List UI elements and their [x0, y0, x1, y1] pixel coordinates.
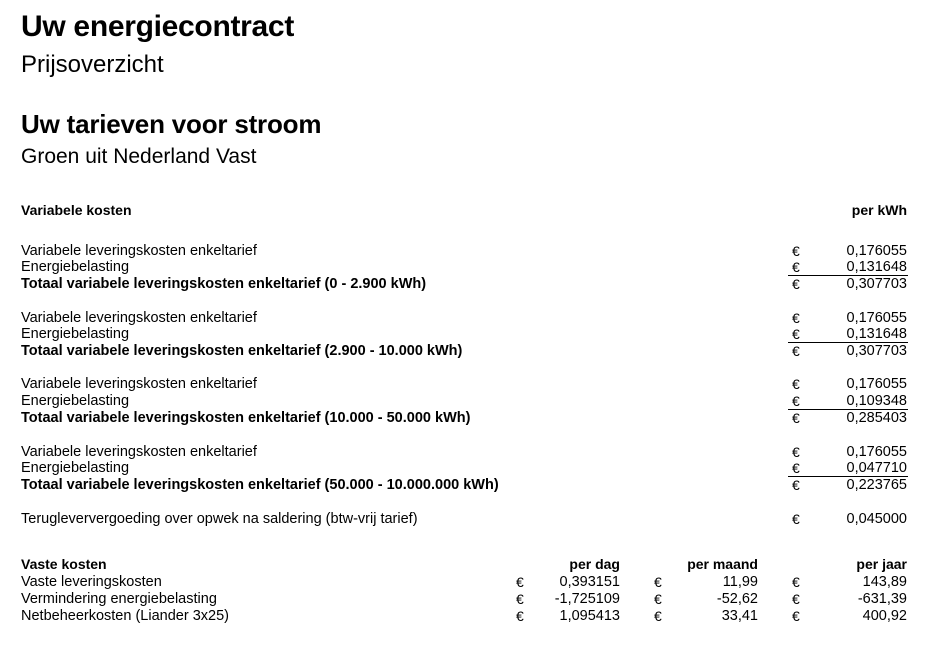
euro-sign: € [792, 276, 800, 292]
per-maand-value: 11,99 [722, 574, 758, 590]
row-total-label: Totaal variabele leveringskosten enkeltarief (10.000 - 50.000 kWh) [21, 410, 471, 426]
euro-sign: € [516, 574, 524, 590]
per-jaar-value: 143,89 [862, 574, 907, 590]
euro-sign: € [792, 410, 800, 426]
row-total-label: Totaal variabele leveringskosten enkeltarief (50.000 - 10.000.000 kWh) [21, 477, 499, 493]
row-label: Vermindering energiebelasting [21, 591, 217, 607]
row-label: Vaste leveringskosten [21, 574, 162, 590]
row-value: 0,176055 [846, 376, 907, 392]
euro-sign: € [792, 326, 800, 342]
per-dag-heading: per dag [569, 556, 620, 572]
euro-sign: € [654, 608, 662, 624]
euro-sign: € [792, 310, 800, 326]
euro-sign: € [792, 376, 800, 392]
per-jaar-value: 400,92 [862, 608, 907, 624]
row-label: Energiebelasting [21, 393, 130, 409]
per-maand-heading: per maand [687, 556, 758, 572]
per-maand-value: 33,41 [721, 608, 758, 624]
feedin-value: 0,045000 [846, 511, 907, 527]
row-value: 0,176055 [846, 444, 907, 460]
per-maand-value: -52,62 [716, 591, 758, 607]
euro-sign: € [792, 343, 800, 359]
euro-sign: € [516, 591, 524, 607]
euro-sign: € [792, 259, 800, 275]
euro-sign: € [792, 444, 800, 460]
row-label: Energiebelasting [21, 460, 130, 476]
euro-sign: € [792, 574, 800, 590]
row-label: Energiebelasting [21, 259, 130, 275]
euro-sign: € [516, 608, 524, 624]
per-dag-value: 1,095413 [559, 608, 620, 624]
euro-sign: € [792, 477, 800, 493]
row-label: Variabele leveringskosten enkeltarief [21, 243, 257, 259]
euro-sign: € [792, 243, 800, 259]
euro-sign: € [792, 511, 800, 527]
row-label: Variabele leveringskosten enkeltarief [21, 376, 257, 392]
row-value: 0,131648 [846, 259, 907, 275]
row-total-value: 0,307703 [846, 276, 907, 292]
feedin-label: Terugleververgoeding over opwek na saldering (btw-vrij tarief) [21, 511, 418, 527]
per-jaar-heading: per jaar [856, 556, 907, 572]
product-name: Groen uit Nederland Vast [21, 145, 257, 168]
row-total-value: 0,223765 [846, 477, 907, 493]
stroom-title: Uw tarieven voor stroom [21, 109, 322, 139]
euro-sign: € [792, 608, 800, 624]
euro-sign: € [792, 591, 800, 607]
row-total-value: 0,307703 [846, 343, 907, 359]
variabele-kosten-heading: Variabele kosten [21, 202, 132, 218]
page-subtitle: Prijsoverzicht [21, 51, 164, 78]
euro-sign: € [792, 460, 800, 476]
per-jaar-value: -631,39 [857, 591, 907, 607]
row-label: Energiebelasting [21, 326, 130, 342]
row-label: Variabele leveringskosten enkeltarief [21, 444, 257, 460]
per-dag-value: 0,393151 [559, 574, 620, 590]
row-value: 0,047710 [846, 460, 907, 476]
row-value: 0,176055 [846, 310, 907, 326]
page-title: Uw energiecontract [21, 10, 295, 43]
row-label: Variabele leveringskosten enkeltarief [21, 310, 257, 326]
euro-sign: € [792, 393, 800, 409]
per-kwh-heading: per kWh [851, 202, 907, 218]
row-value: 0,131648 [846, 326, 907, 342]
euro-sign: € [654, 574, 662, 590]
row-total-label: Totaal variabele leveringskosten enkeltarief (2.900 - 10.000 kWh) [21, 343, 463, 359]
row-total-label: Totaal variabele leveringskosten enkeltarief (0 - 2.900 kWh) [21, 276, 427, 292]
vaste-kosten-heading: Vaste kosten [21, 556, 107, 572]
per-dag-value: -1,725109 [554, 591, 620, 607]
row-value: 0,176055 [846, 243, 907, 259]
row-label: Netbeheerkosten (Liander 3x25) [21, 608, 229, 624]
row-total-value: 0,285403 [846, 410, 907, 426]
euro-sign: € [654, 591, 662, 607]
row-value: 0,109348 [846, 393, 907, 409]
